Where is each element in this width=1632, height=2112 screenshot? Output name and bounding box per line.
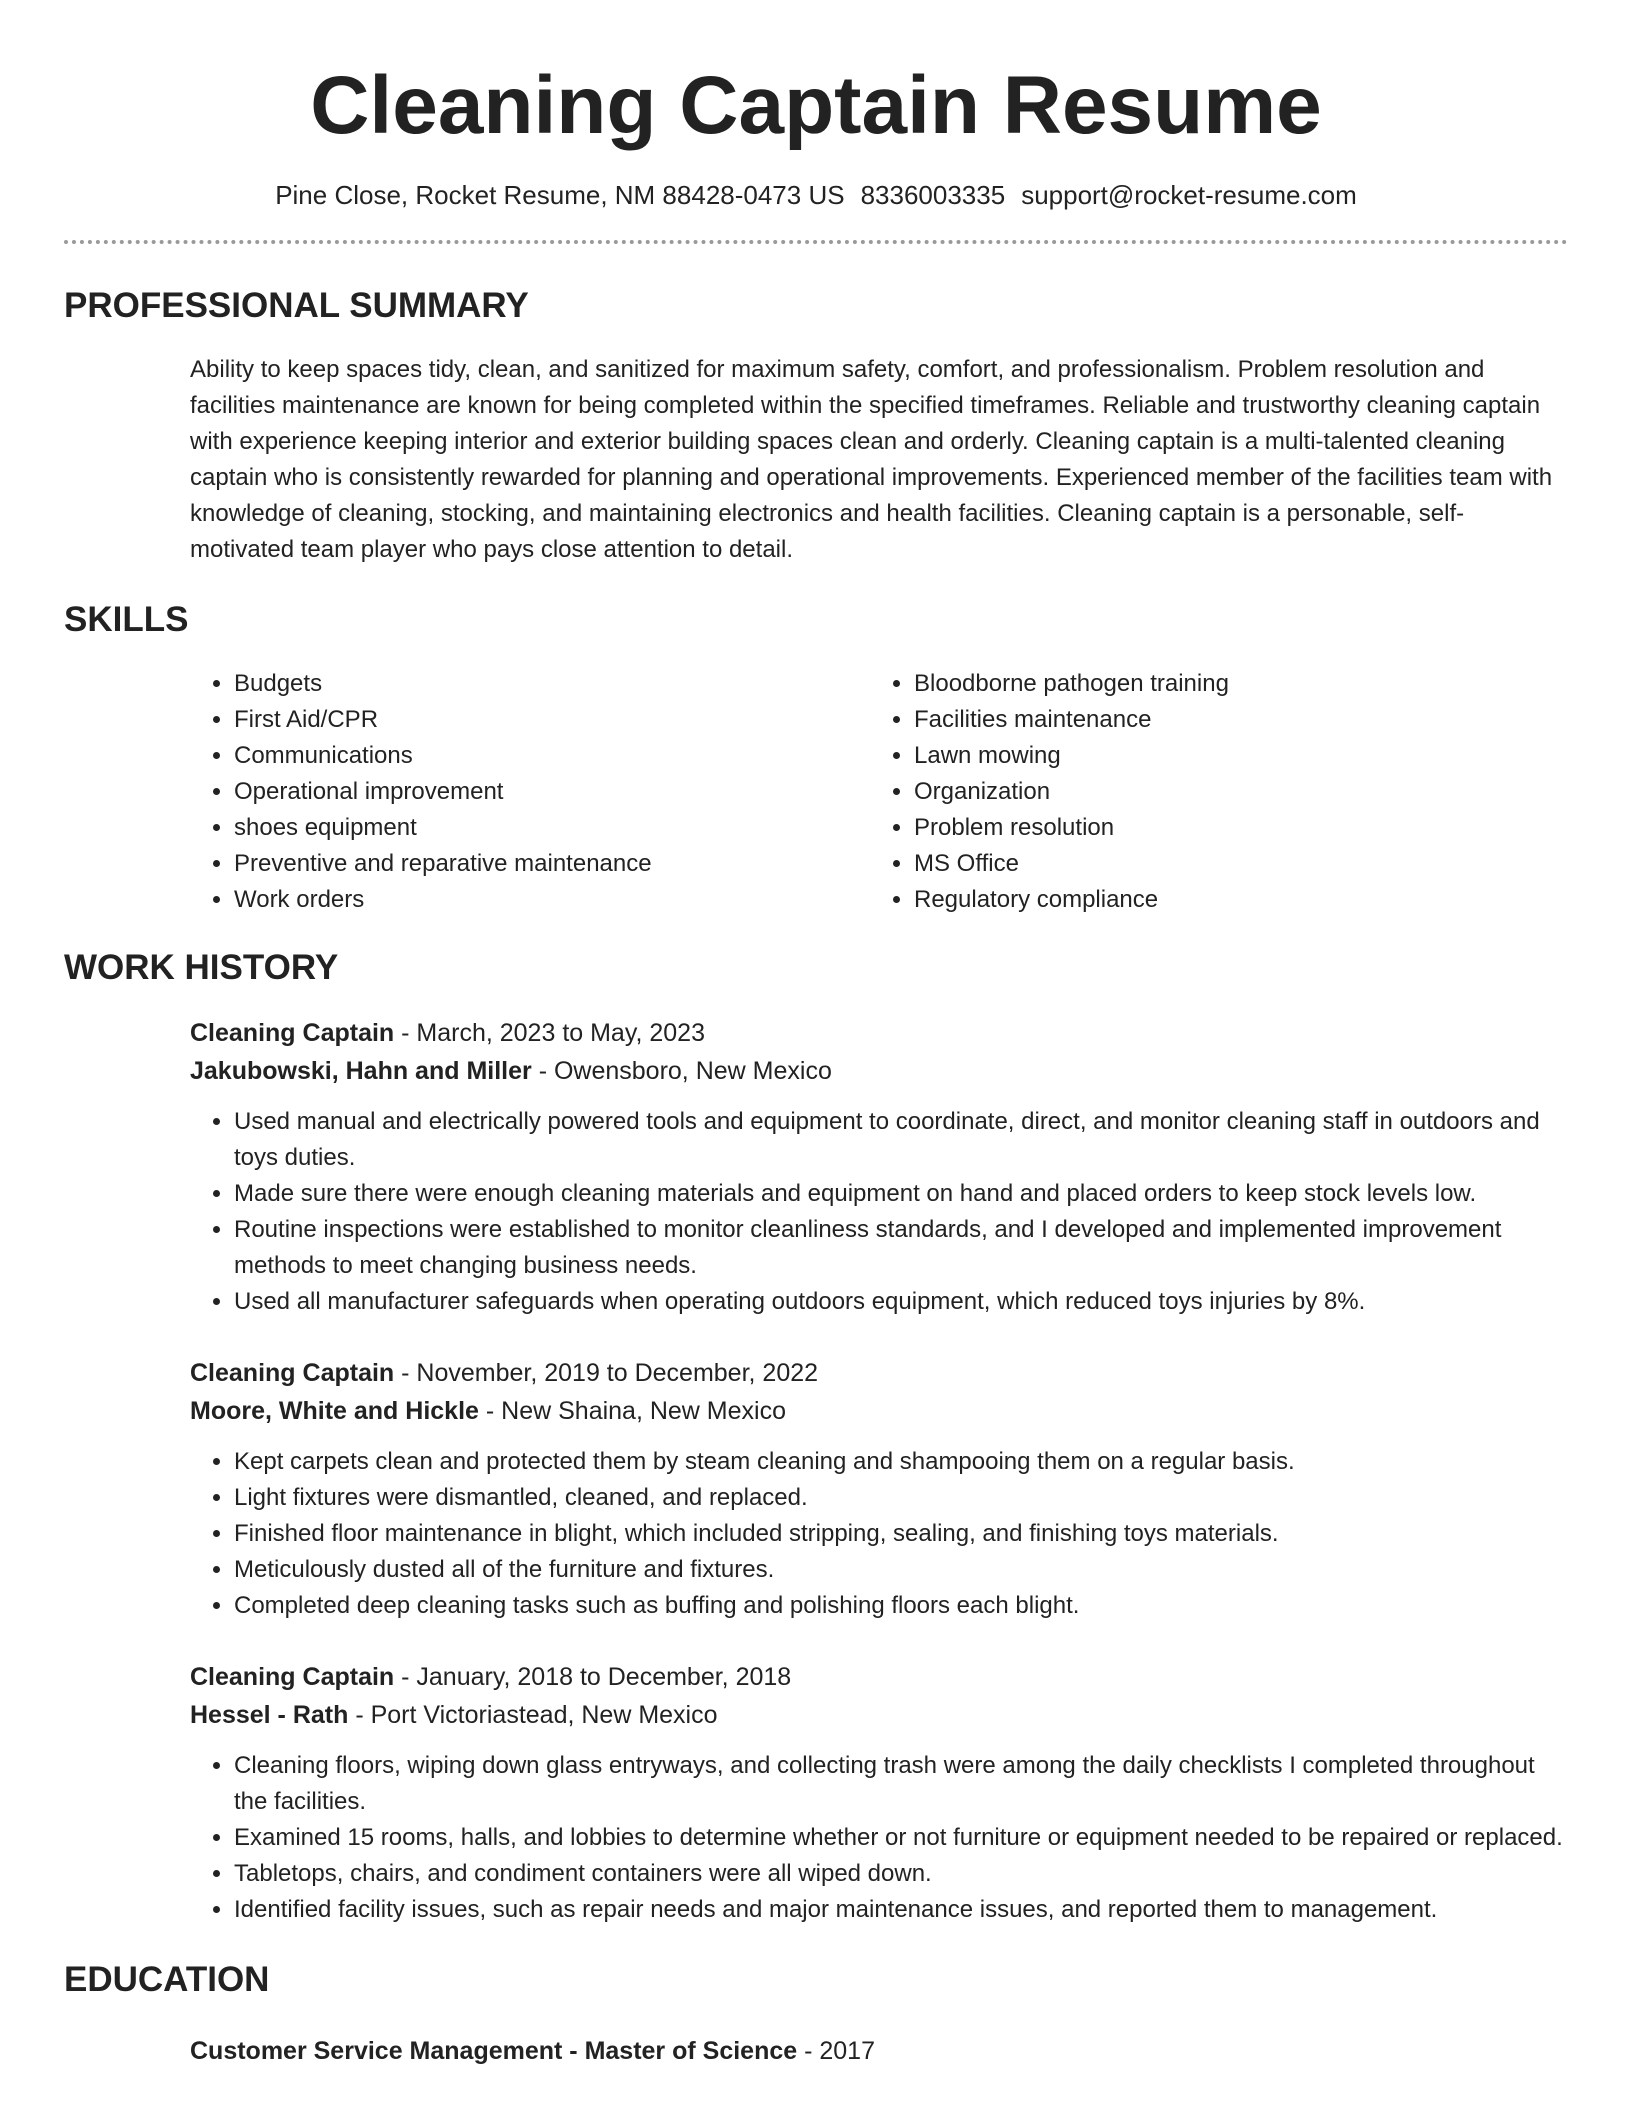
job-company-line	[190, 1696, 1568, 1734]
job-bullet: • Light fixtures were dismantled, cleaned, and replaced.	[234, 1480, 1568, 1516]
job-bullet: • Used manual and electrically powered tools and equipment to coordinate, direct, and monitor cleaning staff in outdoors and toys duties.	[234, 1104, 1568, 1176]
job-bullet: • Routine inspections were established to monitor cleanliness standards, and I developed and implemented improvement methods to meet changing business needs.	[234, 1212, 1568, 1284]
job-title: Cleaning Captain	[190, 1359, 395, 1387]
job-bullets	[190, 1748, 1568, 1928]
job-company-line	[190, 1052, 1568, 1090]
summary-text: Ability to keep spaces tidy, clean, and sanitized for maximum safety, comfort, and professionalism. Problem resolution and facilities maintenance are known for being completed within the specified timeframes. Reliable and trustworthy cleaning captain with experience keeping interior and exterior building spaces clean and orderly. Cleaning captain is a multi-talented cleaning captain who is consistently rewarded for planning and operational improvements. Experienced member of the facilities team with knowledge of cleaning, stocking, and maintaining electronics and health facilities. Cleaning captain is a personable, self-motivated team player who pays close attention to detail.	[190, 356, 1553, 563]
contact-email: support@rocket-resume.com	[1021, 180, 1357, 210]
job-bullet: • Cleaning floors, wiping down glass entryways, and collecting trash were among the daily checklists I completed throughout the facilities.	[234, 1748, 1568, 1820]
job-company: Jakubowski, Hahn and Miller	[190, 1057, 532, 1085]
work-history-heading: WORK HISTORY	[64, 948, 339, 987]
job-dates: - November, 2019 to December, 2022	[394, 1359, 819, 1387]
skill-item: • Lawn mowing	[914, 738, 1554, 774]
job-entry	[190, 1014, 1568, 1320]
summary-heading: PROFESSIONAL SUMMARY	[64, 286, 529, 325]
skill-item: • Organization	[914, 774, 1554, 810]
skill-item: • Communications	[234, 738, 870, 774]
job-bullet: • Examined 15 rooms, halls, and lobbies to determine whether or not furniture or equipment needed to be repaired or replaced.	[234, 1820, 1568, 1856]
job-bullet: • Made sure there were enough cleaning materials and equipment on hand and placed orders to keep stock levels low.	[234, 1176, 1568, 1212]
skills-list	[190, 666, 1568, 918]
skill-item: • Problem resolution	[914, 810, 1554, 846]
job-bullet: • Completed deep cleaning tasks such as buffing and polishing floors each blight.	[234, 1588, 1568, 1624]
skills-column-right	[870, 666, 1554, 918]
job-title-line	[190, 1354, 1568, 1392]
skill-item: • shoes equipment	[234, 810, 870, 846]
job-bullets	[190, 1104, 1568, 1320]
skill-item: • Bloodborne pathogen training	[914, 666, 1554, 702]
job-title: Cleaning Captain	[190, 1019, 395, 1047]
skill-item: • Preventive and reparative maintenance	[234, 846, 870, 882]
skill-item: • Regulatory compliance	[914, 882, 1554, 918]
skills-heading: SKILLS	[64, 600, 189, 639]
header-divider	[64, 240, 1568, 244]
skill-item: • Facilities maintenance	[914, 702, 1554, 738]
education-degree: Customer Service Management - Master of Science	[190, 2037, 798, 2065]
job-title-line	[190, 1658, 1568, 1696]
job-title-line	[190, 1014, 1568, 1052]
job-dates: - January, 2018 to December, 2018	[394, 1663, 792, 1691]
job-dates: - March, 2023 to May, 2023	[394, 1019, 705, 1047]
job-company: Moore, White and Hickle	[190, 1397, 479, 1425]
job-bullet: • Meticulously dusted all of the furniture and fixtures.	[234, 1552, 1568, 1588]
job-bullet: • Finished floor maintenance in blight, which included stripping, sealing, and finishing toys materials.	[234, 1516, 1568, 1552]
education-heading: EDUCATION	[64, 1960, 270, 1999]
job-location: - New Shaina, New Mexico	[478, 1397, 786, 1425]
job-entry	[190, 1354, 1568, 1624]
skill-item: • Work orders	[234, 882, 870, 918]
job-location: - Owensboro, New Mexico	[531, 1057, 832, 1085]
skills-column-left	[190, 666, 870, 918]
job-entry	[190, 1658, 1568, 1928]
skill-item: • Operational improvement	[234, 774, 870, 810]
job-company-line	[190, 1392, 1568, 1430]
contact-address: Pine Close, Rocket Resume, NM 88428-0473 US	[275, 180, 845, 210]
job-bullet: • Kept carpets clean and protected them by steam cleaning and shampooing them on a regular basis.	[234, 1444, 1568, 1480]
job-company: Hessel - Rath	[190, 1701, 349, 1729]
job-bullet: • Tabletops, chairs, and condiment containers were all wiped down.	[234, 1856, 1568, 1892]
skill-item: • First Aid/CPR	[234, 702, 870, 738]
job-bullets	[190, 1444, 1568, 1624]
job-bullet: • Used all manufacturer safeguards when operating outdoors equipment, which reduced toys injuries by 8%.	[234, 1284, 1568, 1320]
job-bullet: • Identified facility issues, such as repair needs and major maintenance issues, and reported them to management.	[234, 1892, 1568, 1928]
education-entry	[190, 2032, 1568, 2070]
education-year: - 2017	[797, 2037, 875, 2065]
job-title: Cleaning Captain	[190, 1663, 395, 1691]
job-location: - Port Victoriastead, New Mexico	[348, 1701, 718, 1729]
skill-item: • MS Office	[914, 846, 1554, 882]
contact-phone: 8336003335	[860, 180, 1006, 210]
skill-item: • Budgets	[234, 666, 870, 702]
contact-line	[64, 178, 1568, 212]
resume-title: Cleaning Captain Resume	[310, 60, 1322, 151]
